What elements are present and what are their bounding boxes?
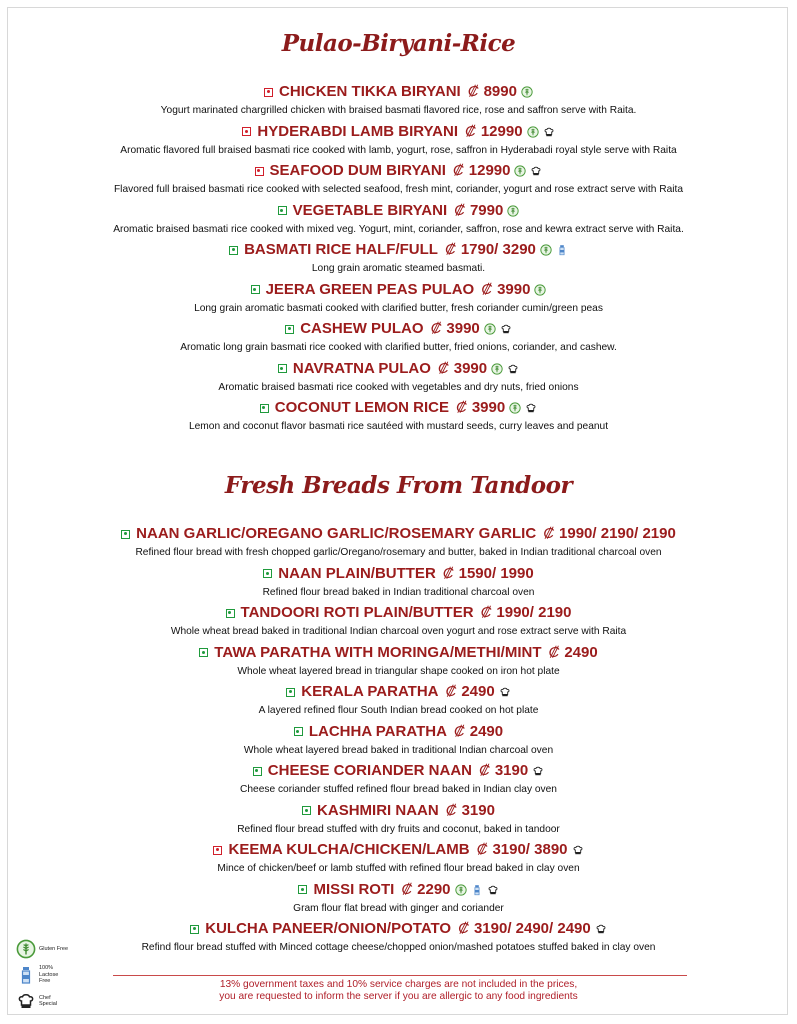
menu-item-title xyxy=(285,319,512,339)
menu-item-price: 8990 xyxy=(483,83,517,100)
menu-item xyxy=(0,82,797,122)
menu-item-title xyxy=(242,122,554,142)
veg-mark-icon xyxy=(302,806,311,815)
gluten-free-icon xyxy=(16,939,36,959)
menu-item-name: JEERA GREEN PEAS PULAO xyxy=(265,280,475,298)
veg-mark-icon xyxy=(199,648,208,657)
veg-mark-icon xyxy=(251,285,260,294)
currency-symbol: ₡ xyxy=(476,841,488,858)
veg-mark-icon xyxy=(278,364,287,373)
chef-special-icon xyxy=(595,923,607,935)
currency-symbol: ₡ xyxy=(442,564,454,582)
menu-item xyxy=(0,603,797,643)
menu-item-description: Refined flour bread with fresh chopped garlic/Oregano/rosemary and butter, baked in Indian traditional charcoal oven xyxy=(135,547,662,558)
menu-item-price: 3190/ 3890 xyxy=(492,841,568,858)
currency-symbol: ₡ xyxy=(480,604,492,621)
menu-item-description: Aromatic braised basmati rice cooked with mixed veg. Yogurt, mint, coriander, saffron, rose and kewra extract serve with Raita. xyxy=(113,223,684,235)
currency-symbol: ₡ xyxy=(445,801,457,819)
menu-item-title xyxy=(255,161,543,181)
menu-item-price: 3190/ 2490/ 2490 xyxy=(473,920,591,937)
currency-symbol: ₡ xyxy=(452,162,464,179)
fresh-breads-items xyxy=(0,524,797,959)
gluten-free-icon xyxy=(507,205,519,217)
section-title-fresh-breads: Fresh Breads From Tandoor xyxy=(224,472,573,499)
menu-item-price: 2290 xyxy=(417,880,451,898)
currency-symbol: ₡ xyxy=(455,399,467,416)
menu-item xyxy=(0,280,797,320)
menu-item xyxy=(0,643,797,683)
menu-item xyxy=(0,161,797,201)
veg-mark-icon xyxy=(229,246,238,255)
veg-mark-icon xyxy=(253,767,262,776)
nonveg-mark-icon xyxy=(213,846,222,855)
menu-item-title xyxy=(302,801,495,821)
menu-item-price: 3990 xyxy=(497,280,531,298)
gluten-free-icon xyxy=(534,284,546,296)
menu-item xyxy=(0,801,797,841)
menu-item-price: 2490 xyxy=(469,722,504,740)
menu-item-description: Whole wheat layered bread baked in traditional Indian charcoal oven xyxy=(243,744,554,756)
menu-item-title xyxy=(190,919,606,939)
lactose-free-icon xyxy=(556,244,568,256)
menu-item-title xyxy=(199,643,597,663)
menu-item-name: KASHMIRI NAAN xyxy=(317,801,439,819)
menu-item-description: Gram flour flat bread with ginger and coriander xyxy=(293,902,504,914)
menu-item-title xyxy=(213,840,583,860)
section-title-pulao-biryani-rice: Pulao-Biryani-Rice xyxy=(281,30,516,57)
gluten-free-icon xyxy=(509,402,521,414)
veg-mark-icon xyxy=(226,609,235,618)
gluten-free-icon xyxy=(527,126,539,138)
menu-item xyxy=(0,840,797,880)
menu-item-price: 2490 xyxy=(564,643,598,661)
menu-item-name: MISSI ROTI xyxy=(313,880,395,898)
menu-item-description: Lemon and coconut flavor basmati rice sautéed with mustard seeds, curry leaves and peanut xyxy=(188,421,609,432)
chef-special-icon xyxy=(499,686,511,698)
menu-item-title xyxy=(278,359,519,379)
menu-item-price: 1990/ 2190 xyxy=(496,604,572,621)
currency-symbol: ₡ xyxy=(401,880,413,898)
currency-symbol: ₡ xyxy=(453,722,465,740)
menu-item-title xyxy=(286,682,510,702)
currency-symbol: ₡ xyxy=(454,201,465,219)
menu-item-name: NAVRATNA PULAO xyxy=(292,359,431,377)
menu-item-description: Mince of chicken/beef or lamb stuffed with refined flour bread baked in clay oven xyxy=(217,863,580,874)
menu-item-price: 3190 xyxy=(494,762,529,779)
legend-label: 100% Lactose Free xyxy=(39,965,59,985)
menu-item xyxy=(0,524,797,564)
currency-symbol: ₡ xyxy=(465,122,476,140)
menu-item xyxy=(0,398,797,438)
menu-item-name: HYDERABDI LAMB BIRYANI xyxy=(257,122,458,140)
currency-symbol: ₡ xyxy=(478,762,490,779)
menu-item-name: BASMATI RICE HALF/FULL xyxy=(244,241,438,258)
menu-item-price: 3990 xyxy=(453,359,488,377)
menu-item-name: CASHEW PULAO xyxy=(300,320,424,337)
nonveg-mark-icon xyxy=(242,127,251,136)
veg-mark-icon xyxy=(263,569,272,578)
chef-special-icon xyxy=(572,844,584,856)
chef-special-icon xyxy=(500,323,512,335)
menu-item xyxy=(0,564,797,604)
menu-item-price: 3990 xyxy=(471,399,506,416)
footer-note xyxy=(0,979,797,1003)
menu-item-title xyxy=(251,280,547,300)
menu-item-name: CHEESE CORIANDER NAAN xyxy=(267,762,472,779)
menu-item-name: KULCHA PANEER/ONION/POTATO xyxy=(205,920,452,937)
menu-item-title xyxy=(260,398,537,418)
menu-item xyxy=(0,880,797,920)
chef-special-icon xyxy=(487,884,499,896)
footer-line-1: 13% government taxes and 10% service charges are not included in the prices, xyxy=(219,979,578,990)
menu-item xyxy=(0,359,797,399)
menu-item xyxy=(0,319,797,359)
menu-item-description: Yogurt marinated chargrilled chicken with braised basmati flavored rice, rose and saffron serve with Raita. xyxy=(160,105,637,116)
footer-divider xyxy=(113,975,687,976)
menu-item-price: 12990 xyxy=(468,162,511,179)
menu-item-title xyxy=(264,82,533,102)
veg-mark-icon xyxy=(260,404,269,413)
menu-item-name: NAAN GARLIC/OREGANO GARLIC/ROSEMARY GARLIC xyxy=(136,525,537,542)
chef-special-icon xyxy=(532,765,544,777)
menu-item-name: TANDOORI ROTI PLAIN/BUTTER xyxy=(240,604,474,621)
menu-item-price: 1990/ 2190/ 2190 xyxy=(559,525,676,542)
menu-item-name: COCONUT LEMON RICE xyxy=(274,399,449,416)
menu-item-description: Whole wheat layered bread in triangular shape cooked on iron hot plate xyxy=(237,665,560,677)
menu-item-description: Refined flour bread stuffed with dry fruits and coconut, baked in tandoor xyxy=(237,823,560,835)
currency-symbol: ₡ xyxy=(481,280,493,298)
veg-mark-icon xyxy=(294,727,303,736)
menu-item-price: 3990 xyxy=(446,320,480,337)
menu-item-title xyxy=(229,240,568,260)
menu-item-name: VEGETABLE BIRYANI xyxy=(292,201,448,219)
gluten-free-icon xyxy=(491,363,503,375)
menu-item xyxy=(0,201,797,241)
menu-item-title xyxy=(298,880,498,900)
menu-item-description: Aromatic flavored full braised basmati rice cooked with lamb, yogurt, rose, saffron in Hyderabadi royal style serve with Raita xyxy=(120,144,677,156)
gluten-free-icon xyxy=(455,884,467,896)
currency-symbol: ₡ xyxy=(543,525,555,542)
gluten-free-icon xyxy=(540,244,552,256)
menu-item xyxy=(0,761,797,801)
menu-item-price: 3190 xyxy=(461,801,495,819)
currency-symbol: ₡ xyxy=(548,643,560,661)
menu-item-price: 12990 xyxy=(480,122,523,140)
menu-item-name: NAAN PLAIN/BUTTER xyxy=(278,564,436,582)
menu-item-description: A layered refined flour South Indian bread cooked on hot plate xyxy=(258,705,539,716)
currency-symbol: ₡ xyxy=(437,359,449,377)
currency-symbol: ₡ xyxy=(444,241,456,258)
legend-item xyxy=(16,936,76,962)
lactose-free-icon xyxy=(471,884,483,896)
menu-item-description: Whole wheat bread baked in traditional Indian charcoal oven yogurt and rose extract serve with Raita xyxy=(170,626,627,637)
menu-item-title xyxy=(253,761,544,781)
currency-symbol: ₡ xyxy=(458,920,469,937)
gluten-free-icon xyxy=(484,323,496,335)
menu-item-name: SEAFOOD DUM BIRYANI xyxy=(269,162,446,179)
currency-symbol: ₡ xyxy=(467,83,479,100)
menu-item-title xyxy=(263,564,533,584)
menu-item-name: TAWA PARATHA WITH MORINGA/METHI/MINT xyxy=(214,643,542,661)
menu-item-description: Flavored full braised basmati rice cooked with selected seafood, fresh mint, coriander, yogurt and rose extract serve with Raita xyxy=(113,184,684,195)
chef-special-icon xyxy=(530,165,542,177)
nonveg-mark-icon xyxy=(264,88,273,97)
chef-special-icon xyxy=(543,126,555,138)
veg-mark-icon xyxy=(298,885,307,894)
menu-item xyxy=(0,722,797,762)
menu-item-price: 7990 xyxy=(469,201,504,219)
gluten-free-icon xyxy=(521,86,533,98)
menu-item xyxy=(0,682,797,722)
veg-mark-icon xyxy=(121,530,130,539)
menu-item-description: Long grain aromatic basmati cooked with clarified butter, fresh coriander cumin/green peas xyxy=(194,302,603,314)
menu-item-description: Aromatic braised basmati rice cooked with vegetables and dry nuts, fried onions xyxy=(218,381,579,393)
menu-item-price: 1790/ 3290 xyxy=(460,241,536,258)
nonveg-mark-icon xyxy=(255,167,264,176)
menu-item-description: Aromatic long grain basmati rice cooked with clarified butter, fried onions, coriander, and cashew. xyxy=(180,342,617,353)
menu-item xyxy=(0,122,797,162)
currency-symbol: ₡ xyxy=(430,320,442,337)
menu-item-title xyxy=(121,524,676,544)
menu-item-name: KERALA PARATHA xyxy=(301,683,439,700)
veg-mark-icon xyxy=(285,325,294,334)
menu-item-description: Refind flour bread stuffed with Minced cottage cheese/chopped onion/mashed potatoes stuffed baked in clay oven xyxy=(141,942,656,953)
menu-item xyxy=(0,240,797,280)
veg-mark-icon xyxy=(190,925,199,934)
menu-item-description: Cheese coriander stuffed refined flour bread baked in Indian clay oven xyxy=(240,784,557,795)
footer-line-2: you are requested to inform the server if you are allergic to any food ingredients xyxy=(219,991,578,1002)
veg-mark-icon xyxy=(278,206,287,215)
menu-item-title xyxy=(294,722,503,742)
menu-item-name: LACHHA PARATHA xyxy=(308,722,447,740)
menu-item-price: 1590/ 1990 xyxy=(458,564,534,582)
pulao-biryani-items xyxy=(0,82,797,438)
menu-item-title xyxy=(278,201,520,221)
menu-item-description: Long grain aromatic steamed basmati. xyxy=(311,263,486,274)
gluten-free-icon xyxy=(514,165,526,177)
menu-item-price: 2490 xyxy=(461,683,495,700)
menu-item xyxy=(0,919,797,959)
legend-label: Gluten Free xyxy=(39,945,69,952)
veg-mark-icon xyxy=(286,688,295,697)
chef-special-icon xyxy=(525,402,537,414)
currency-symbol: ₡ xyxy=(445,683,457,700)
menu-item-name: CHICKEN TIKKA BIRYANI xyxy=(279,83,461,100)
menu-item-name: KEEMA KULCHA/CHICKEN/LAMB xyxy=(228,841,470,858)
legend-label: Chef Special xyxy=(39,994,58,1007)
chef-special-icon xyxy=(507,363,519,375)
menu-item-description: Refined flour bread baked in Indian traditional charcoal oven xyxy=(262,586,535,598)
menu-item-title xyxy=(226,603,572,623)
